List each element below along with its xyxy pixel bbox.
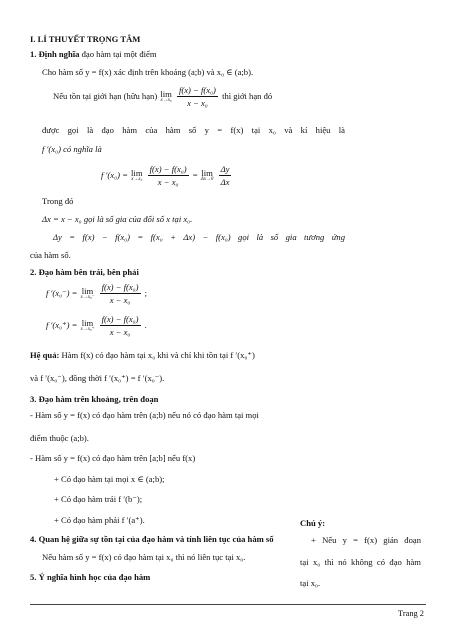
heading-definition-bold: 1. Định nghĩa: [30, 49, 80, 59]
page-number: Trang 2: [398, 609, 424, 618]
heading-continuity: 4. Quan hệ giữa sự tồn tại của đạo hàm và tính liên tục của hàm số: [30, 534, 274, 544]
definition-line-2-post: thì giới hạn đó: [222, 90, 273, 101]
fraction-numerator: f(x) − f(x₀): [100, 314, 141, 326]
interval-line-1: - Hàm số y = f(x) có đạo hàm trên (a;b) nếu nó có đạo hàm tại mọi: [30, 410, 259, 420]
note-line-3: tại x₀.: [300, 578, 321, 588]
limit-label: lim: [81, 286, 94, 297]
difference-quotient: [100, 282, 141, 306]
limit-subscript: Δx→0: [200, 177, 214, 183]
corollary-label: Hệ quả:: [30, 350, 60, 360]
fraction-denominator: Δx: [220, 177, 230, 188]
continuity-line-1: Nếu hàm số y = f(x) có đạo hàm tại x₀ thì nó liên tục tại x₀.: [42, 552, 246, 562]
note-line-2: tại x₀ thì nó không có đạo hàm: [300, 557, 421, 567]
limit-operator-x: [131, 168, 142, 183]
fraction-numerator: f(x) − f(x₀): [100, 282, 141, 294]
fraction-numerator: f(x) − f(x₀): [177, 85, 218, 97]
heading-one-sided: 2. Đạo hàm bên trái, bên phải: [30, 267, 139, 277]
definition-line-6: Δx = x − x₀ gọi là số gia của đối số x tại x₀.: [42, 214, 193, 224]
right-derivative-formula: [46, 314, 147, 338]
fraction-denominator: x − x₀: [187, 98, 208, 109]
corollary-text: Hàm f(x) có đạo hàm tại x₀ khi và chỉ khi tồn tại f ′(x₀⁺): [59, 350, 255, 360]
definition-line-2-pre: Nếu tồn tại giới hạn (hữu hạn): [53, 90, 158, 101]
limit-label: lim: [160, 89, 172, 100]
limit-subscript: x→x₀: [131, 177, 143, 183]
increment-quotient: [219, 164, 232, 188]
fraction-denominator: x − x₀: [109, 295, 131, 306]
period: .: [144, 319, 147, 330]
limit-label: lim: [131, 168, 143, 179]
fraction-numerator: f(x) − f(x₀): [148, 164, 189, 176]
definition-line-2: [53, 85, 272, 109]
interval-bullet-1: + Có đạo hàm tại mọi x ∈ (a;b);: [54, 474, 165, 484]
difference-quotient: [100, 314, 141, 338]
definition-line-3: được gọi là đạo hàm của hàm số y = f(x) tại x₀ và kí hiệu là: [42, 125, 345, 135]
heading-definition-rest: đạo hàm tại một điểm: [79, 49, 157, 59]
difference-quotient: [177, 85, 218, 109]
limit-label: lim: [201, 168, 213, 179]
semicolon: ;: [144, 287, 148, 298]
limit-subscript: x→x₀⁺: [80, 327, 95, 333]
limit-operator: [160, 89, 171, 104]
limit-operator-left: [81, 286, 95, 301]
interval-bullet-3: + Có đạo hàm phải f ′(a⁺).: [54, 515, 145, 525]
fraction-denominator: x − x₀: [157, 177, 179, 188]
formula-lhs: f ′(x₀) =: [101, 169, 128, 180]
definition-line-8: của hàm số.: [30, 250, 71, 260]
definition-line-4: f ′(x₀) có nghĩa là: [42, 144, 102, 154]
corollary-line-2: và f ′(x₀⁻), đồng thời f ′(x₀⁺) = f ′(x₀⁻).: [30, 373, 165, 383]
interval-line-2: điểm thuộc (a;b).: [30, 433, 89, 443]
interval-bullet-2: + Có đạo hàm trái f ′(b⁻);: [54, 494, 143, 504]
definition-line-7: Δy = f(x) − f(x₀) = f(x₀ + Δx) − f(x₀) gọi là số gia tương ứng: [53, 232, 345, 242]
definition-line-5: Trong đó: [42, 196, 74, 206]
right-derivative-lhs: f ′(x₀⁺) =: [46, 319, 78, 330]
derivative-formula: [101, 164, 233, 188]
definition-line-1: Cho hàm số y = f(x) xác định trên khoảng (a;b) và x₀ ∈ (a;b).: [42, 67, 254, 77]
section-title: I. LÍ THUYẾT TRỌNG TÂM: [30, 34, 141, 44]
heading-definition: [30, 49, 157, 59]
heading-geometric-meaning: 5. Ý nghĩa hình học của đạo hàm: [30, 572, 151, 582]
limit-subscript: x→x₀⁻: [80, 295, 95, 301]
corollary-line-1: [30, 350, 255, 360]
left-derivative-lhs: f ′(x₀⁻) =: [46, 287, 78, 298]
limit-subscript: x→x₀: [160, 98, 172, 104]
note-title: Chú ý:: [300, 518, 326, 528]
footer-divider: [30, 604, 426, 605]
left-derivative-formula: [46, 282, 147, 306]
limit-operator-right: [81, 318, 95, 333]
limit-label: lim: [81, 318, 94, 329]
note-line-1: + Nếu y = f(x) gián đoạn: [311, 535, 421, 545]
heading-interval: 3. Đạo hàm trên khoảng, trên đoạn: [30, 394, 159, 404]
difference-quotient: [148, 164, 189, 188]
interval-line-3: - Hàm số y = f(x) có đạo hàm trên [a;b] nếu f(x): [30, 453, 196, 463]
equals-sign: =: [192, 169, 198, 180]
limit-operator-dx: [201, 168, 214, 183]
fraction-denominator: x − x₀: [109, 327, 131, 338]
fraction-numerator: Δy: [219, 164, 232, 176]
